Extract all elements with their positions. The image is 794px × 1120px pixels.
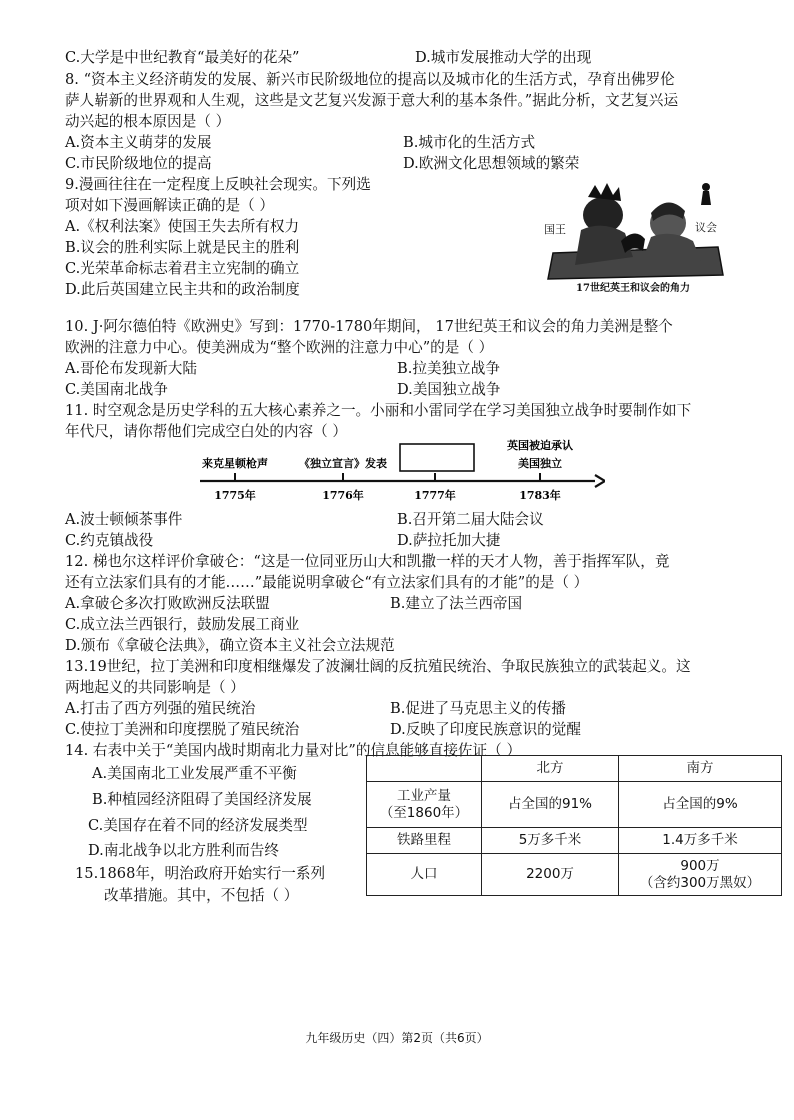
table-row xyxy=(367,854,782,896)
cartoon-label-king: 国王 xyxy=(544,223,566,236)
table-row-label: 人口 xyxy=(367,854,482,896)
q9-option-c: C.光荣革命标志着君主立宪制的确立 xyxy=(65,260,300,277)
q13-option-d: D.反映了印度民族意识的觉醒 xyxy=(390,721,581,738)
q13-option-c: C.使拉丁美洲和印度摆脱了殖民统治 xyxy=(65,721,300,738)
cartoon-label-parliament: 议会 xyxy=(695,221,717,234)
table-header-south: 南方 xyxy=(619,756,782,782)
q11-stem-line1: 11. 时空观念是历史学科的五大核心素养之一。小丽和小雷同学在学习美国独立战争时要制作如下 xyxy=(65,402,692,419)
q12-stem-line2: 还有立法家们具有的才能……”最能说明拿破仑“有立法家们具有的才能”的是（ ） xyxy=(65,574,589,591)
table-header-north: 北方 xyxy=(482,756,619,782)
q9-stem-line1: 9.漫画往往在一定程度上反映社会现实。下列选 xyxy=(65,176,371,193)
q10-option-d: D.美国独立战争 xyxy=(397,381,501,398)
table-cell-south: 1.4万多千米 xyxy=(619,828,782,854)
year-timeline xyxy=(195,435,605,510)
q8-option-d: D.欧洲文化思想领域的繁荣 xyxy=(403,155,580,172)
q8-option-a: A.资本主义萌芽的发展 xyxy=(65,134,212,151)
q14-stem: 14. 右表中关于“美国内战时期南北力量对比”的信息能够直接佐证（ ） xyxy=(65,742,522,759)
king-parliament-cartoon xyxy=(533,175,733,297)
table-row xyxy=(367,828,782,854)
table-cell-north: 2200万 xyxy=(482,854,619,896)
timeline-year-1783: 1783年 xyxy=(519,489,561,502)
q14-option-a: A.美国南北工业发展严重不平衡 xyxy=(92,765,297,782)
q10-option-c: C.美国南北战争 xyxy=(65,381,168,398)
q10-stem-line1: 10. J·阿尔德伯特《欧洲史》写到：1770-1780年期间， 17世纪英王和议会的角力美洲是整个 xyxy=(65,318,673,335)
north-south-comparison-table xyxy=(366,755,782,896)
q11-stem-line2: 年代尺，请你帮他们完成空白处的内容（ ） xyxy=(65,423,347,440)
timeline-year-1775: 1775年 xyxy=(214,489,256,502)
timeline-event-1775: 来克星顿枪声 xyxy=(202,457,268,470)
q15-stem-line1: 15.1868年，明治政府开始实行一系列 xyxy=(75,865,326,882)
table-cell-north: 5万多千米 xyxy=(482,828,619,854)
q15-stem-line2: 改革措施。其中，不包括（ ） xyxy=(104,887,299,904)
q8-option-b: B.城市化的生活方式 xyxy=(403,134,536,151)
table-row-label: 工业产量 （至1860年） xyxy=(367,782,482,828)
timeline-year-1777: 1777年 xyxy=(414,489,456,502)
cartoon-caption: 17世纪英王和议会的角力 xyxy=(576,283,690,294)
q13-option-b: B.促进了马克思主义的传播 xyxy=(390,700,566,717)
q12-stem-line1: 12. 梯也尔这样评价拿破仑：“这是一位同亚历山大和凯撒一样的天才人物，善于指挥军队，竟 xyxy=(65,553,670,570)
table-header-blank xyxy=(367,756,482,782)
timeline-event-1776: 《独立宣言》发表 xyxy=(299,457,387,470)
q12-option-a: A.拿破仑多次打败欧洲反法联盟 xyxy=(65,595,270,612)
q14-option-b: B.种植园经济阻碍了美国经济发展 xyxy=(92,791,312,808)
table-cell-south: 900万 （含约300万黑奴） xyxy=(619,854,782,896)
q8-option-c: C.市民阶级地位的提高 xyxy=(65,155,212,172)
q8-stem-line3: 动兴起的根本原因是（ ） xyxy=(65,113,231,130)
q9-option-d: D.此后英国建立民主共和的政治制度 xyxy=(65,281,300,298)
table-row-label: 铁路里程 xyxy=(367,828,482,854)
q10-stem-line2: 欧洲的注意力中心。使美洲成为“整个欧洲的注意力中心”的是（ ） xyxy=(65,339,494,356)
q13-stem-line2: 两地起义的共同影响是（ ） xyxy=(65,679,245,696)
table-cell-north: 占全国的91% xyxy=(482,782,619,828)
q7-option-d: D.城市发展推动大学的出现 xyxy=(415,49,592,66)
q11-option-b: B.召开第二届大陆会议 xyxy=(397,511,544,528)
q12-option-b: B.建立了法兰西帝国 xyxy=(390,595,523,612)
q9-option-b: B.议会的胜利实际上就是民主的胜利 xyxy=(65,239,300,256)
q8-stem-line1: 8. “资本主义经济萌发的发展、新兴市民阶级地位的提高以及城市化的生活方式，孕育出佛罗伦 xyxy=(65,71,675,88)
timeline-blank-box xyxy=(400,444,474,471)
timeline-event-1783-line1: 英国被迫承认 xyxy=(507,439,573,452)
q9-stem-line2: 项对如下漫画解读正确的是（ ） xyxy=(65,197,274,214)
q11-option-c: C.约克镇战役 xyxy=(65,532,154,549)
q10-option-a: A.哥伦布发现新大陆 xyxy=(65,360,197,377)
timeline-year-1776: 1776年 xyxy=(322,489,364,502)
q11-option-a: A.波士顿倾茶事件 xyxy=(65,511,183,528)
timeline-arrow-icon xyxy=(595,475,605,487)
q12-option-d: D.颁布《拿破仑法典》，确立资本主义社会立法规范 xyxy=(65,637,395,654)
q13-option-a: A.打击了西方列强的殖民统治 xyxy=(65,700,256,717)
page-footer: 九年级历史（四）第2页（共6页） xyxy=(305,1031,489,1045)
table-cell-south: 占全国的9% xyxy=(619,782,782,828)
q14-option-c: C.美国存在着不同的经济发展类型 xyxy=(88,817,308,834)
q8-stem-line2: 萨人崭新的世界观和人生观，这些是文艺复兴发源于意大利的基本条件。”据此分析，文艺复兴运 xyxy=(65,92,679,109)
table-row xyxy=(367,782,782,828)
q7-option-c: C.大学是中世纪教育“最美好的花朵” xyxy=(65,49,300,66)
timeline-event-1783-line2: 美国独立 xyxy=(518,457,562,470)
q10-option-b: B.拉美独立战争 xyxy=(397,360,500,377)
q9-option-a: A.《权利法案》使国王失去所有权力 xyxy=(65,218,300,235)
q14-option-d: D.南北战争以北方胜利而告终 xyxy=(88,842,279,859)
q13-stem-line1: 13.19世纪，拉丁美洲和印度相继爆发了波澜壮阔的反抗殖民统治、争取民族独立的武装起义。这 xyxy=(65,658,691,675)
q11-option-d: D.萨拉托加大捷 xyxy=(397,532,501,549)
q12-option-c: C.成立法兰西银行，鼓励发展工商业 xyxy=(65,616,300,633)
